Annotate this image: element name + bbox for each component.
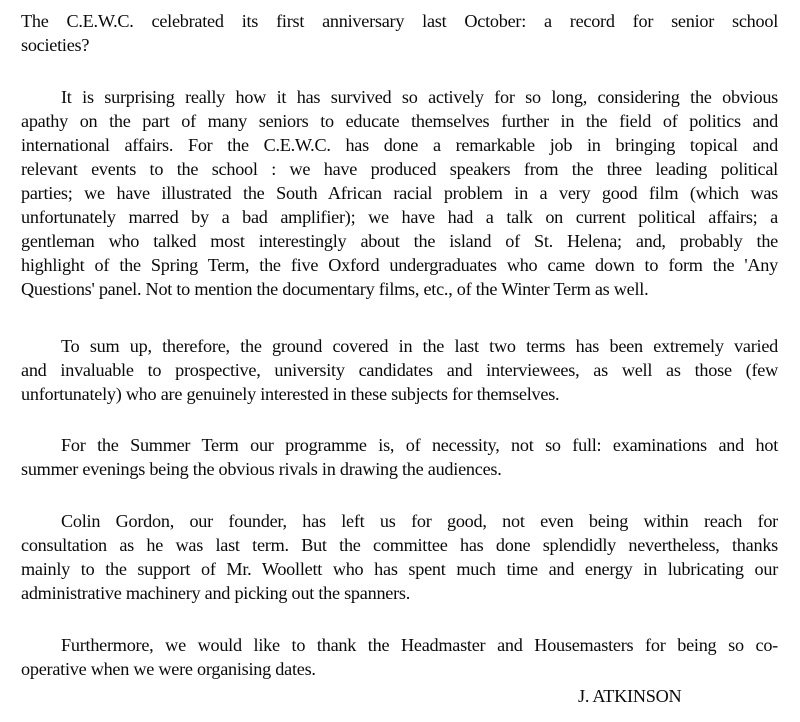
text-line: Furthermore, we would like to thank the Headmaster and Housemasters for being so co- <box>61 635 778 655</box>
author-signature: J. ATKINSON <box>578 686 682 706</box>
text-line: relevant events to the school : we have produced speakers from the three leading political <box>21 159 778 179</box>
paragraph-summary <box>21 334 778 406</box>
text-line: unfortunately marred by a bad amplifier); we have had a talk on current political affairs; a <box>21 207 778 227</box>
paragraph-thanks <box>21 633 778 681</box>
text-line: highlight of the Spring Term, the five Oxford undergraduates who came down to form the 'Any <box>21 255 778 275</box>
text-line: administrative machinery and picking out the spanners. <box>21 583 411 603</box>
text-line: and invaluable to prospective, university candidates and interviewees, as well as those (few <box>21 360 778 380</box>
paragraph-activities <box>21 85 778 301</box>
text-line: The C.E.W.C. celebrated its first anniversary last October: a record for senior school <box>21 11 778 31</box>
text-line: Questions' panel. Not to mention the documentary films, etc., of the Winter Term as well. <box>21 279 649 299</box>
paragraph-summer-term <box>21 433 778 481</box>
text-line: gentleman who talked most interestingly about the island of St. Helena; and, probably the <box>21 231 778 251</box>
text-line: summer evenings being the obvious rivals in drawing the audiences. <box>21 459 502 479</box>
paragraph-founder <box>21 509 778 605</box>
text-line: consultation as he was last term. But the committee has done splendidly nevertheless, thanks <box>21 535 778 555</box>
text-line: societies? <box>21 35 90 55</box>
text-line: For the Summer Term our programme is, of necessity, not so full: examinations and hot <box>61 435 778 455</box>
text-line: unfortunately) who are genuinely interested in these subjects for themselves. <box>21 384 560 404</box>
text-line: mainly to the support of Mr. Woollett who has spent much time and energy in lubricating our <box>21 559 778 579</box>
text-line: parties; we have illustrated the South African racial problem in a very good film (which was <box>21 183 778 203</box>
text-line: apathy on the part of many seniors to educate themselves further in the field of politics and <box>21 111 778 131</box>
text-line: operative when we were organising dates. <box>21 659 316 679</box>
text-line: Colin Gordon, our founder, has left us for good, not even being within reach for <box>61 511 778 531</box>
paragraph-intro <box>21 9 778 57</box>
text-line: international affairs. For the C.E.W.C. has done a remarkable job in bringing topical and <box>21 135 778 155</box>
text-line: To sum up, therefore, the ground covered in the last two terms has been extremely varied <box>61 336 778 356</box>
text-line: It is surprising really how it has survived so actively for so long, considering the obvious <box>61 87 778 107</box>
